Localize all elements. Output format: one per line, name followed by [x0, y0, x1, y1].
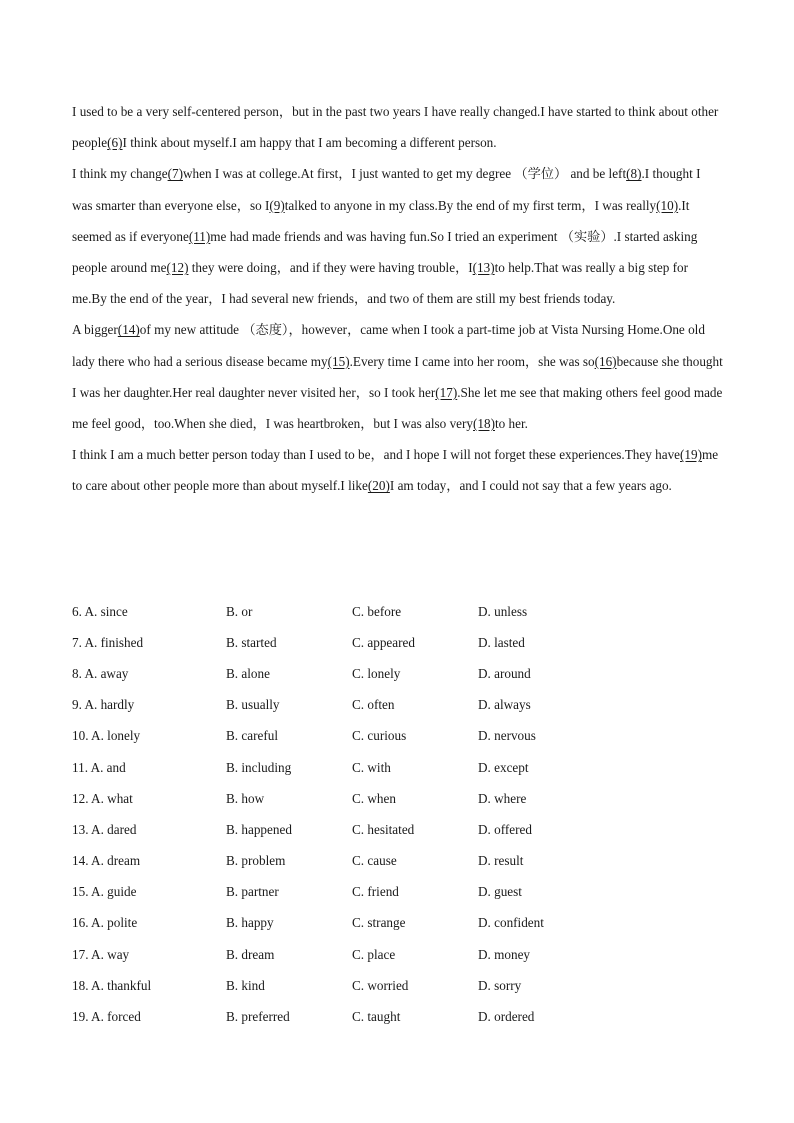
- option-c: C. with: [352, 759, 391, 775]
- option-a: 11. A. and: [72, 759, 126, 775]
- blank-number: (19): [680, 447, 702, 463]
- passage-text: I used to be a very self-centered person，but in the past two years I have really changed.I have started to think about other people: [72, 104, 719, 151]
- passage-text: .She let me see that making others feel good made me feel good，too.When she died，I was heartbroken，but I was also very: [72, 384, 723, 432]
- question-row: [72, 721, 724, 752]
- option-a: 15. A. guide: [72, 884, 137, 900]
- blank-number: (15): [327, 353, 350, 369]
- option-b: B. partner: [226, 884, 279, 900]
- option-b: B. happened: [226, 821, 292, 837]
- option-b: B. preferred: [226, 1009, 290, 1025]
- option-d: D. unless: [478, 603, 528, 619]
- option-c: C. hesitated: [352, 821, 415, 837]
- passage-text: I think my change: [72, 166, 168, 182]
- option-b: B. started: [226, 634, 277, 650]
- blank-number: (9): [269, 197, 285, 213]
- option-d: D. offered: [478, 821, 532, 837]
- passage-text: .Every time I came into her room，she was so: [349, 353, 595, 369]
- question-row: [72, 690, 724, 721]
- option-a: 17. A. way: [72, 946, 130, 962]
- option-a: 10. A. lonely: [72, 728, 141, 744]
- option-c: C. taught: [352, 1009, 401, 1025]
- blank-number: (16): [594, 353, 617, 369]
- option-d: D. where: [478, 790, 527, 806]
- option-c: C. before: [352, 603, 402, 619]
- blank-number: (20): [367, 478, 390, 494]
- blank-number: (18): [473, 416, 495, 432]
- question-row: [72, 970, 724, 1001]
- option-a: 6. A. since: [72, 603, 128, 619]
- passage-text: to help.That was really a big step for me.By the end of the year，I had several new friends，and two of them are still my best friends today.: [72, 260, 688, 307]
- option-a: 8. A. away: [72, 665, 129, 681]
- question-row: [72, 658, 724, 689]
- option-c: C. curious: [352, 728, 407, 744]
- option-d: D. ordered: [478, 1009, 535, 1025]
- blank-number: (12): [166, 260, 189, 276]
- option-d: D. lasted: [478, 634, 525, 650]
- question-row: [72, 1001, 724, 1032]
- passage-text: .It seemed as if everyone: [72, 197, 690, 244]
- option-d: D. result: [478, 853, 524, 869]
- passage-text: to her.: [495, 416, 528, 432]
- answer-options: [72, 596, 724, 1033]
- blank-number: (7): [167, 166, 183, 182]
- option-c: C. when: [352, 790, 396, 806]
- passage-text: me to care about other people more than about myself.I like: [72, 447, 719, 494]
- question-row: [72, 814, 724, 845]
- option-d: D. around: [478, 665, 531, 681]
- option-b: B. kind: [226, 977, 265, 993]
- option-d: D. confident: [478, 915, 544, 931]
- passage-paragraph: [72, 158, 724, 314]
- cloze-passage: [72, 96, 724, 502]
- passage-text: I am today，and I could not say that a few years ago.: [389, 478, 672, 494]
- question-row: [72, 939, 724, 970]
- passage-text: I think about myself.I am happy that I am becoming a different person.: [122, 135, 497, 151]
- option-c: C. lonely: [352, 665, 401, 681]
- passage-text: I think I am a much better person today than I used to be，and I hope I will not forget these experiences.They have: [72, 447, 681, 463]
- question-row: [72, 877, 724, 908]
- option-c: C. appeared: [352, 634, 415, 650]
- option-c: C. often: [352, 697, 395, 713]
- option-d: D. money: [478, 946, 531, 962]
- passage-text: because she thought I was her daughter.Her real daughter never visited her，so I took her: [72, 353, 723, 400]
- option-b: B. how: [226, 790, 265, 806]
- option-a: 16. A. polite: [72, 915, 138, 931]
- passage-text: they were doing，and if they were having trouble，I: [188, 260, 473, 276]
- question-row: [72, 908, 724, 939]
- option-a: 7. A. finished: [72, 634, 144, 650]
- option-d: D. nervous: [478, 728, 536, 744]
- question-row: [72, 846, 724, 877]
- blank-number: (6): [107, 135, 123, 151]
- question-row: [72, 752, 724, 783]
- option-b: B. usually: [226, 697, 280, 713]
- option-b: B. problem: [226, 853, 286, 869]
- passage-text: A bigger: [72, 322, 118, 338]
- option-b: B. dream: [226, 946, 275, 962]
- blank-number: (14): [117, 322, 140, 338]
- option-a: 18. A. thankful: [72, 977, 152, 993]
- option-c: C. place: [352, 946, 396, 962]
- option-a: 19. A. forced: [72, 1009, 141, 1025]
- option-c: C. worried: [352, 977, 409, 993]
- question-row: [72, 596, 724, 627]
- option-b: B. happy: [226, 915, 274, 931]
- option-d: D. guest: [478, 884, 522, 900]
- option-a: 9. A. hardly: [72, 697, 135, 713]
- option-c: C. friend: [352, 884, 399, 900]
- option-b: B. or: [226, 603, 253, 619]
- option-b: B. alone: [226, 665, 270, 681]
- option-d: D. except: [478, 759, 529, 775]
- option-d: D. always: [478, 697, 531, 713]
- passage-text: me had made friends and was having fun.So I tried an experiment （实验）.I started asking people around me: [72, 228, 698, 276]
- blank-number: (10): [656, 197, 679, 213]
- option-c: C. cause: [352, 853, 397, 869]
- blank-number: (11): [188, 228, 211, 244]
- passage-text: .I thought I was smarter than everyone else，so I: [72, 166, 701, 213]
- passage-text: talked to anyone in my class.By the end of my first term，I was really: [284, 197, 657, 213]
- option-a: 14. A. dream: [72, 853, 141, 869]
- option-a: 12. A. what: [72, 790, 133, 806]
- option-b: B. careful: [226, 728, 278, 744]
- blank-number: (13): [472, 260, 495, 276]
- blank-number: (17): [435, 384, 458, 400]
- passage-paragraph: [72, 96, 724, 158]
- blank-number: (8): [626, 166, 642, 182]
- passage-text: of my new attitude （态度），however，came when I took a part-time job at Vista Nursing Home.One old lady there who had a serious disease became my: [72, 322, 705, 369]
- question-row: [72, 627, 724, 658]
- option-b: B. including: [226, 759, 292, 775]
- question-row: [72, 783, 724, 814]
- passage-paragraph: [72, 439, 724, 501]
- option-c: C. strange: [352, 915, 406, 931]
- option-a: 13. A. dared: [72, 821, 137, 837]
- passage-text: when I was at college.At first，I just wanted to get my degree （学位） and be left: [182, 166, 627, 182]
- passage-paragraph: [72, 314, 724, 439]
- option-d: D. sorry: [478, 977, 522, 993]
